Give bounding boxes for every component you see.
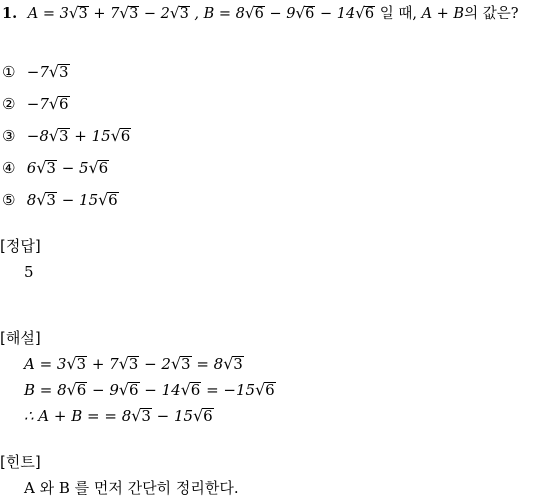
choice-marker: ⑤ [2,191,16,209]
solution-line-1: A = 3 √ 3 + 7 √ 3 − 2 √ 3 = 8 √ 3 [24,354,243,373]
solution-label: [해설] [0,329,41,347]
hint-text: A 와 B 를 먼저 간단히 정리한다. [24,479,239,497]
choice-5[interactable] [2,190,119,210]
question-trail: 일 때, [379,6,417,22]
choice-marker: ① [2,63,16,81]
choice-expr: 6 √ 3 − 5 √ 6 [26,158,109,177]
choice-2[interactable] [2,94,70,114]
choice-4[interactable] [2,158,109,178]
choice-marker: ② [2,95,16,113]
choice-1[interactable] [2,62,70,82]
choice-expr: −7 √ 3 [26,62,69,81]
choice-expr: −7 √ 6 [26,94,69,113]
choice-3[interactable] [2,126,131,146]
answer-label: [정답] [0,237,41,255]
solution-line-3: ∴ A + B = = 8 √ 3 − 15 √ 6 [24,406,213,425]
choice-marker: ④ [2,159,16,177]
question-number: 1. [2,5,18,22]
hint-label: [힌트] [0,453,41,471]
question-line: 1. A = 3 √ 3 + 7 √ 3 − 2 √ 3 , B = 8 √ 6 − 9 √ 6 − 14 √ 6 일 때, A + B의 값은? [2,4,519,22]
solution-line-2: B = 8 √ 6 − 9 √ 6 − 14 √ 6 = −15 √ 6 [24,380,275,399]
answer-value: 5 [24,263,34,281]
question-expression: A = 3 √ 3 + 7 √ 3 − 2 √ 3 , B = 8 √ 6 − 9 √ 6 − 14 √ 6 [27,4,375,22]
choice-expr: 8 √ 3 − 15 √ 6 [26,190,118,209]
choice-marker: ③ [2,127,16,145]
question-trail-2: 의 값은? [464,6,519,22]
choice-expr: −8 √ 3 + 15 √ 6 [26,126,131,145]
